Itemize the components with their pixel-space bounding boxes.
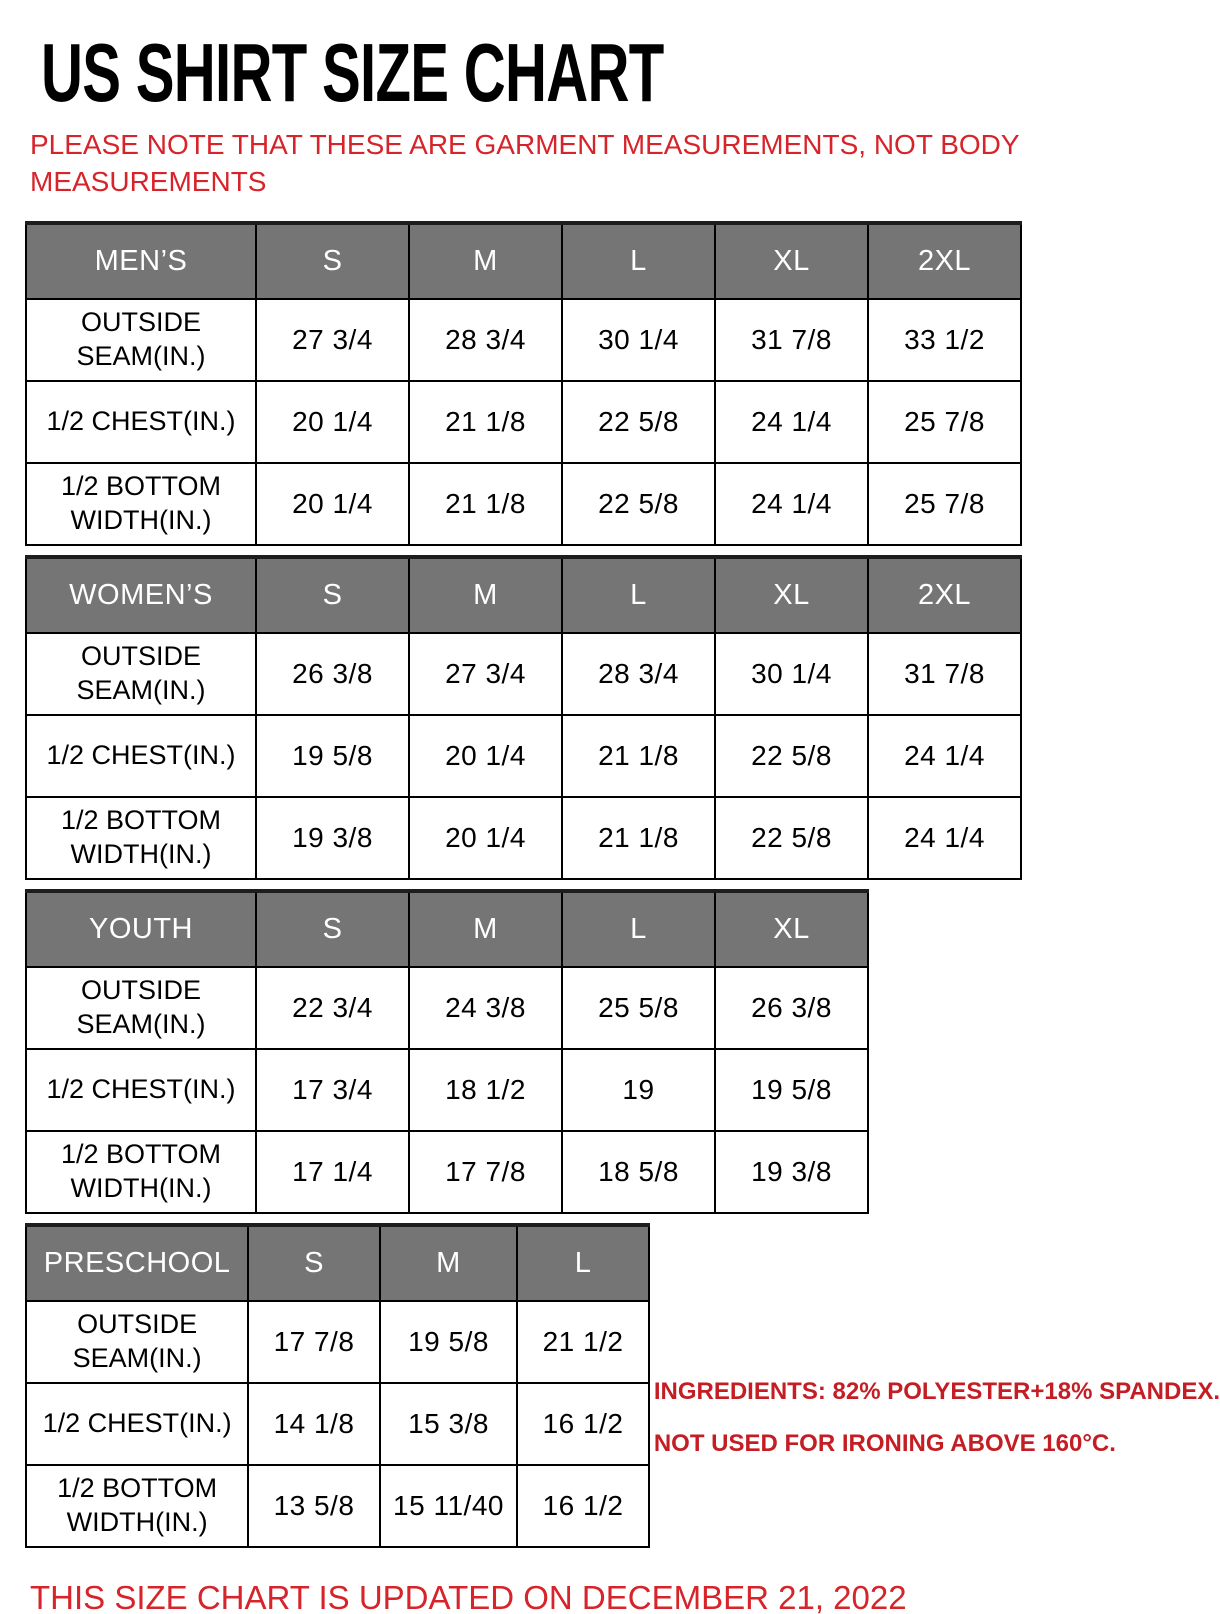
- measurement-cell: 30 1/4: [562, 299, 715, 381]
- measurement-cell: 21 1/2: [517, 1301, 649, 1383]
- measurement-row: [26, 299, 1021, 381]
- measurement-cell: 20 1/4: [409, 797, 562, 879]
- measurement-cell: 20 1/4: [409, 715, 562, 797]
- row-label: 1/2 CHEST(IN.): [26, 715, 256, 797]
- youth-size-table-mount: [25, 889, 1220, 1214]
- measurement-cell: 20 1/4: [256, 463, 409, 545]
- measurement-cell: 24 1/4: [868, 715, 1021, 797]
- page-title: US SHIRT SIZE CHART: [41, 26, 664, 119]
- row-label: 1/2 CHEST(IN.): [26, 1383, 248, 1465]
- measurement-row: [26, 1383, 649, 1465]
- group-header-womens: WOMEN’S: [26, 557, 256, 633]
- measurement-cell: 33 1/2: [868, 299, 1021, 381]
- measurement-cell: 19 5/8: [256, 715, 409, 797]
- measurement-cell: 30 1/4: [715, 633, 868, 715]
- row-label: 1/2 BOTTOM WIDTH(IN.): [26, 463, 256, 545]
- row-label: OUTSIDE SEAM(IN.): [26, 1301, 248, 1383]
- measurement-row: [26, 381, 1021, 463]
- size-column-header: L: [562, 891, 715, 967]
- measurement-row: [26, 463, 1021, 545]
- measurement-cell: 19: [562, 1049, 715, 1131]
- measurement-cell: 21 1/8: [409, 463, 562, 545]
- row-label: 1/2 CHEST(IN.): [26, 1049, 256, 1131]
- size-column-header: M: [409, 223, 562, 299]
- measurement-cell: 19 3/8: [256, 797, 409, 879]
- group-header-mens: MEN’S: [26, 223, 256, 299]
- measurement-cell: 15 11/40: [380, 1465, 517, 1547]
- measurement-cell: 25 5/8: [562, 967, 715, 1049]
- measurement-cell: 16 1/2: [517, 1465, 649, 1547]
- measurement-cell: 27 3/4: [409, 633, 562, 715]
- row-label: 1/2 BOTTOM WIDTH(IN.): [26, 797, 256, 879]
- size-column-header: S: [256, 557, 409, 633]
- measurement-cell: 17 1/4: [256, 1131, 409, 1213]
- ironing-warning-line: NOT USED FOR IRONING ABOVE 160°C.: [653, 1430, 1116, 1458]
- measurement-cell: 14 1/8: [248, 1383, 380, 1465]
- size-column-header: XL: [715, 557, 868, 633]
- measurement-cell: 22 5/8: [715, 715, 868, 797]
- row-label: OUTSIDE SEAM(IN.): [26, 633, 256, 715]
- row-label: OUTSIDE SEAM(IN.): [26, 299, 256, 381]
- row-label: 1/2 BOTTOM WIDTH(IN.): [26, 1131, 256, 1213]
- measurement-cell: 31 7/8: [715, 299, 868, 381]
- size-column-header: L: [562, 223, 715, 299]
- size-column-header: M: [409, 891, 562, 967]
- preschool-section: [25, 1223, 1220, 1557]
- measurement-cell: 24 1/4: [868, 797, 1021, 879]
- size-table-womens: [25, 555, 1022, 880]
- measurement-row: [26, 1131, 868, 1213]
- measurement-cell: 18 5/8: [562, 1131, 715, 1213]
- measurement-cell: 17 3/4: [256, 1049, 409, 1131]
- measurement-cell: 13 5/8: [248, 1465, 380, 1547]
- size-table-header-row: [26, 1225, 649, 1301]
- measurement-row: [26, 967, 868, 1049]
- measurement-cell: 21 1/8: [409, 381, 562, 463]
- size-column-header: L: [562, 557, 715, 633]
- size-column-header: S: [248, 1225, 380, 1301]
- measurement-cell: 18 1/2: [409, 1049, 562, 1131]
- size-column-header: S: [256, 891, 409, 967]
- measurement-cell: 28 3/4: [562, 633, 715, 715]
- ingredients-line-1: INGREDIENTS: 82% POLYESTER+18% SPANDEX.: [653, 1378, 1220, 1406]
- measurement-cell: 19 3/8: [715, 1131, 868, 1213]
- measurement-cell: 17 7/8: [248, 1301, 380, 1383]
- measurement-cell: 21 1/8: [562, 797, 715, 879]
- size-table-header-row: [26, 557, 1021, 633]
- size-column-header: XL: [715, 891, 868, 967]
- measurement-cell: 24 1/4: [715, 381, 868, 463]
- group-header-youth: YOUTH: [26, 891, 256, 967]
- measurement-cell: 24 1/4: [715, 463, 868, 545]
- size-table-header-row: [26, 223, 1021, 299]
- row-label: 1/2 BOTTOM WIDTH(IN.): [26, 1465, 248, 1547]
- measurement-cell: 28 3/4: [409, 299, 562, 381]
- measurement-cell: 22 5/8: [715, 797, 868, 879]
- mens-size-table-mount: [25, 221, 1220, 546]
- group-header-preschool: PRESCHOOL: [26, 1225, 248, 1301]
- measurement-row: [26, 633, 1021, 715]
- measurement-cell: 24 3/8: [409, 967, 562, 1049]
- measurement-cell: 26 3/8: [715, 967, 868, 1049]
- measurement-row: [26, 1465, 649, 1547]
- measurement-cell: 26 3/8: [256, 633, 409, 715]
- size-table-preschool: [25, 1223, 650, 1548]
- measurement-cell: 27 3/4: [256, 299, 409, 381]
- measurement-row: [26, 1049, 868, 1131]
- size-column-header: XL: [715, 223, 868, 299]
- row-label: 1/2 CHEST(IN.): [26, 381, 256, 463]
- measurement-row: [26, 1301, 649, 1383]
- chart-update-date: THIS SIZE CHART IS UPDATED ON DECEMBER 21, 2022: [30, 1578, 907, 1614]
- row-label: OUTSIDE SEAM(IN.): [26, 967, 256, 1049]
- size-column-header: M: [409, 557, 562, 633]
- measurement-cell: 21 1/8: [562, 715, 715, 797]
- measurement-cell: 19 5/8: [380, 1301, 517, 1383]
- womens-size-table-mount: [25, 555, 1220, 880]
- size-table-header-row: [26, 891, 868, 967]
- measurement-cell: 17 7/8: [409, 1131, 562, 1213]
- size-column-header: 2XL: [868, 557, 1021, 633]
- size-column-header: S: [256, 223, 409, 299]
- size-table-youth: [25, 889, 869, 1214]
- measurement-row: [26, 715, 1021, 797]
- measurement-cell: 22 3/4: [256, 967, 409, 1049]
- size-table-mens: [25, 221, 1022, 546]
- measurement-cell: 25 7/8: [868, 381, 1021, 463]
- measurement-cell: 20 1/4: [256, 381, 409, 463]
- measurement-cell: 22 5/8: [562, 463, 715, 545]
- measurement-row: [26, 797, 1021, 879]
- garment-measurement-note: PLEASE NOTE THAT THESE ARE GARMENT MEASUREMENTS, NOT BODY MEASUREMENTS: [30, 128, 1020, 197]
- size-column-header: M: [380, 1225, 517, 1301]
- measurement-cell: 25 7/8: [868, 463, 1021, 545]
- measurement-cell: 19 5/8: [715, 1049, 868, 1131]
- measurement-cell: 15 3/8: [380, 1383, 517, 1465]
- measurement-cell: 16 1/2: [517, 1383, 649, 1465]
- ingredients-note: [654, 1366, 1220, 1471]
- size-column-header: L: [517, 1225, 649, 1301]
- measurement-cell: 22 5/8: [562, 381, 715, 463]
- size-column-header: 2XL: [868, 223, 1021, 299]
- preschool-size-table-mount: [25, 1223, 650, 1557]
- measurement-cell: 31 7/8: [868, 633, 1021, 715]
